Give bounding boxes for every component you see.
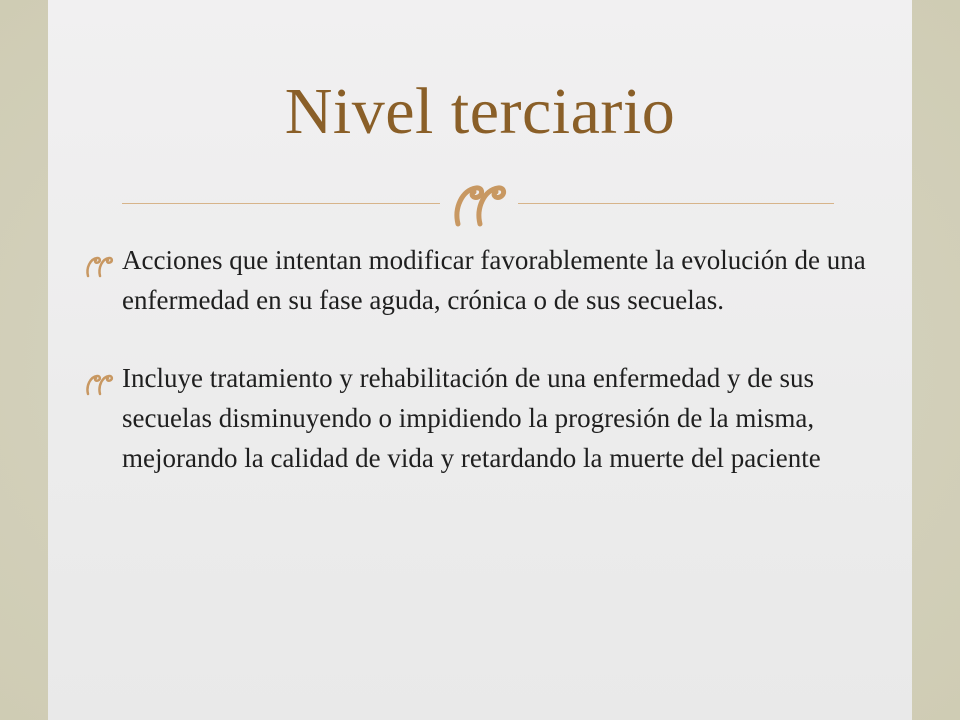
divider-line-left <box>122 203 440 204</box>
slide <box>48 0 912 720</box>
double-swirl-bullet-icon <box>84 367 118 391</box>
divider-line-right <box>518 203 834 204</box>
bullet-list <box>84 240 884 516</box>
slide-title: Nivel terciario <box>284 75 676 148</box>
bullet-item <box>84 240 884 320</box>
bullet-item <box>84 358 884 478</box>
bullet-text: Incluye tratamiento y rehabilitación de una enfermedad y de sus secuelas disminuyendo o impidiendo la progresión de la misma, mejorando la calidad de vida y retardando la muerte del paciente <box>122 363 821 473</box>
double-swirl-ornament-icon <box>448 178 512 228</box>
double-swirl-bullet-icon <box>84 249 118 273</box>
bullet-text: Acciones que intentan modificar favorablemente la evolución de una enfermedad en su fase aguda, crónica o de sus secuelas. <box>122 245 866 315</box>
